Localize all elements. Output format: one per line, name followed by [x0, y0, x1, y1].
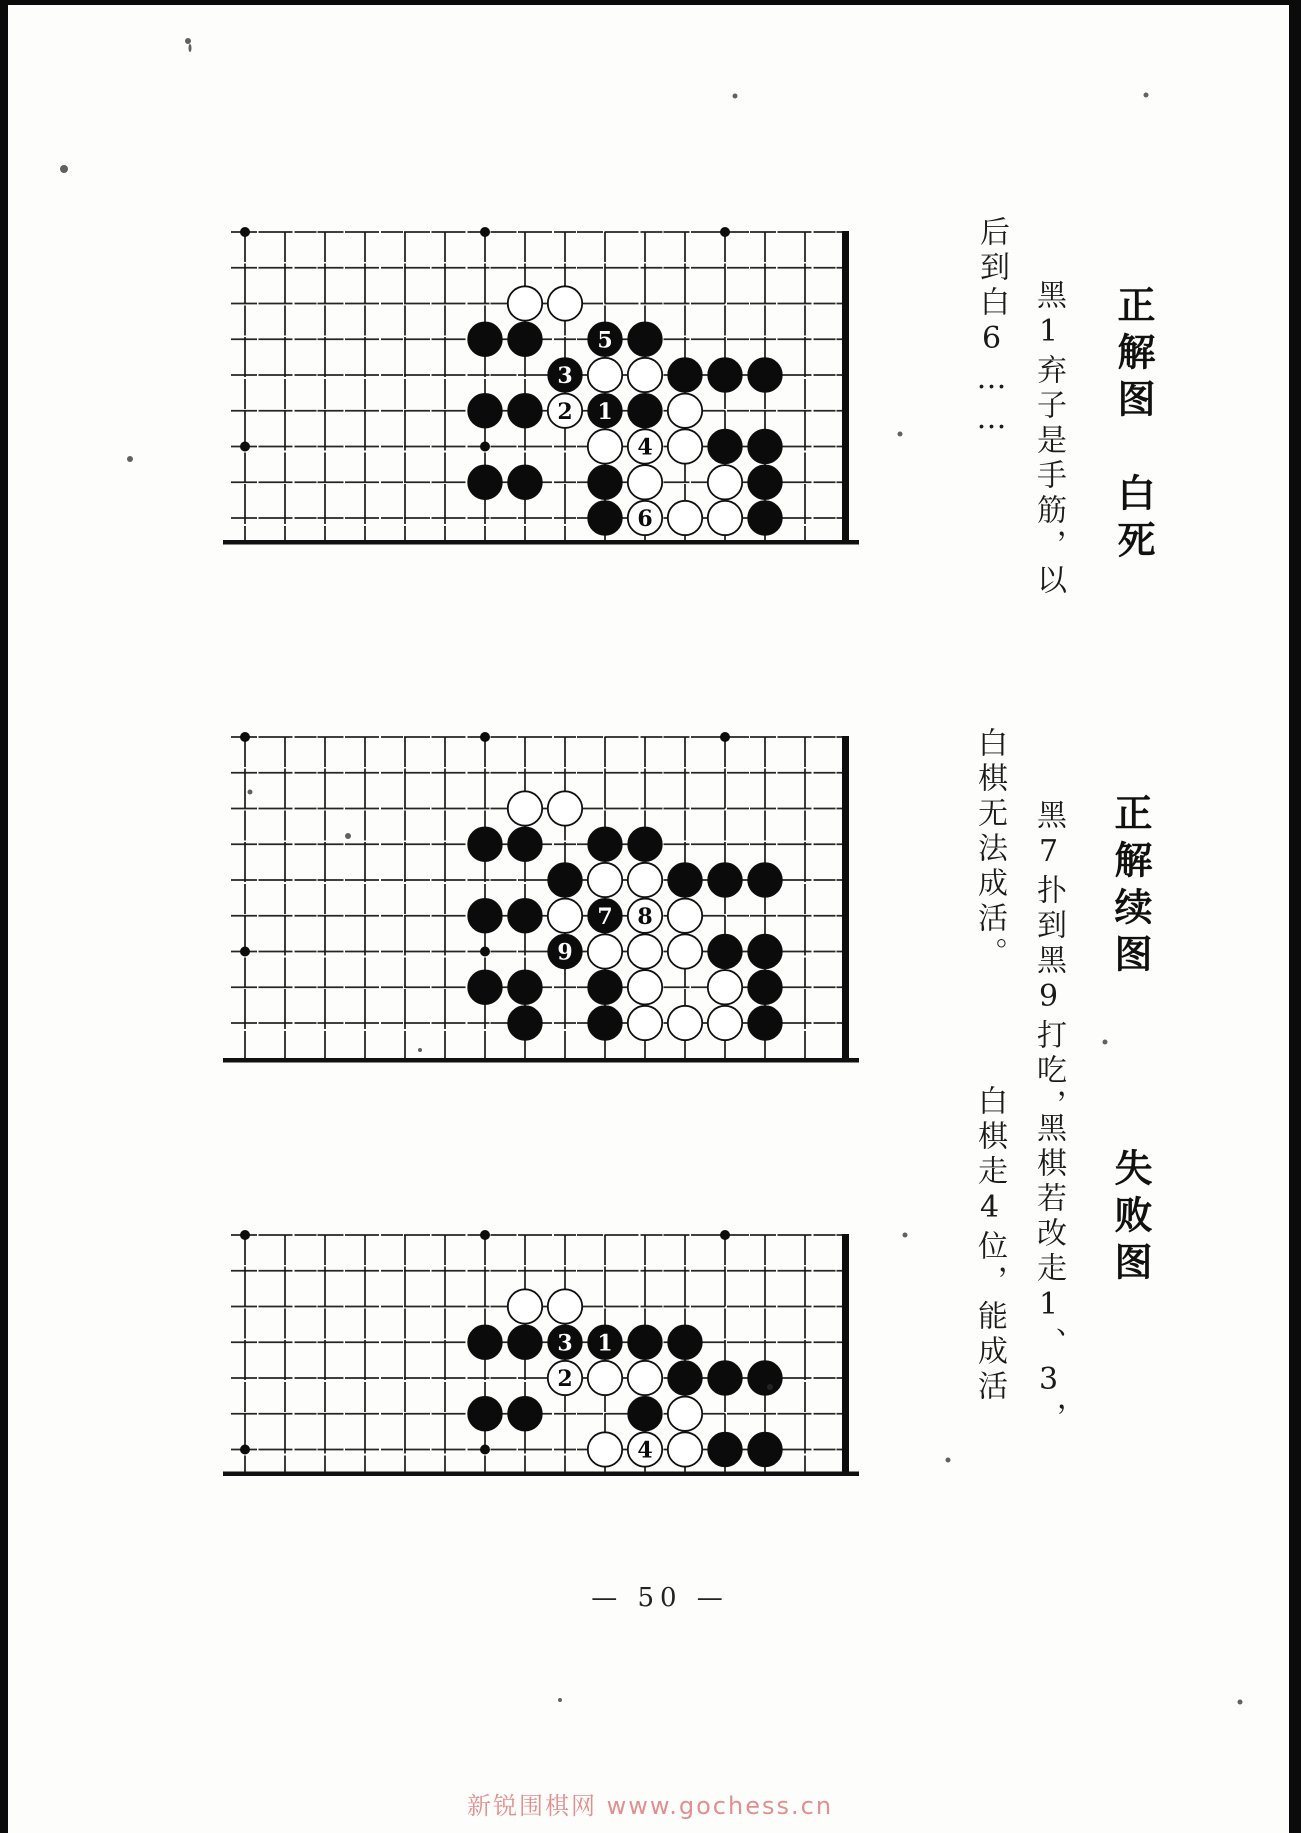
move-number: 2	[557, 398, 573, 425]
white-stone	[668, 899, 702, 933]
star-point	[240, 1445, 250, 1455]
black-stone	[748, 429, 782, 463]
star-point	[480, 947, 490, 957]
white-stone	[668, 1397, 702, 1431]
black-stone	[588, 827, 622, 861]
scan-border-left	[0, 0, 8, 1833]
white-stone	[628, 1361, 662, 1395]
white-stone	[668, 934, 702, 968]
white-stone	[708, 970, 742, 1004]
white-stone	[708, 465, 742, 499]
white-stone	[588, 358, 622, 392]
black-stone	[748, 465, 782, 499]
watermark: 新锐围棋网 www.gochess.cn	[466, 1792, 834, 1820]
black-stone	[588, 970, 622, 1004]
black-stone	[708, 1361, 742, 1395]
star-point	[240, 1230, 250, 1240]
black-stone	[468, 394, 502, 428]
black-stone	[668, 358, 702, 392]
white-stone	[508, 1289, 542, 1323]
white-stone	[588, 1361, 622, 1395]
black-stone	[628, 1397, 662, 1431]
board-bottom-edge	[223, 1058, 859, 1063]
board-right-edge	[842, 231, 849, 544]
black-stone	[748, 358, 782, 392]
black-stone	[468, 970, 502, 1004]
black-stone	[668, 863, 702, 897]
black-stone	[508, 970, 542, 1004]
black-stone	[628, 322, 662, 356]
white-stone	[588, 934, 622, 968]
star-point	[240, 442, 250, 452]
star-point	[480, 227, 490, 237]
black-stone	[468, 1397, 502, 1431]
black-stone	[708, 863, 742, 897]
black-stone	[588, 465, 622, 499]
white-stone	[548, 791, 582, 825]
star-point	[480, 1230, 490, 1240]
black-stone	[588, 501, 622, 535]
black-stone	[588, 1006, 622, 1040]
black-stone	[508, 394, 542, 428]
black-stone	[668, 1361, 702, 1395]
go-board-correct-answer-continuation	[215, 725, 870, 1066]
white-stone	[668, 1006, 702, 1040]
black-stone	[508, 1006, 542, 1040]
star-point	[240, 227, 250, 237]
black-stone	[468, 827, 502, 861]
board-bottom-edge	[223, 540, 859, 545]
white-stone	[548, 286, 582, 320]
black-stone	[748, 1006, 782, 1040]
diagram-caption-column: 后到白6……	[974, 216, 1009, 441]
diagram-caption-column: 黑7扑到黑9打吃，	[1031, 799, 1066, 1124]
white-stone	[708, 501, 742, 535]
black-stone	[628, 827, 662, 861]
white-stone	[628, 358, 662, 392]
move-number: 8	[637, 903, 653, 930]
move-number: 5	[597, 327, 613, 354]
scan-border-top	[0, 0, 1301, 5]
black-stone	[748, 1432, 782, 1466]
diagram-caption-column: 黑1弃子是手筋，以	[1031, 279, 1066, 599]
board-right-edge	[842, 1234, 849, 1476]
diagram-title: 正解图 白死	[1111, 285, 1156, 567]
move-number: 4	[637, 1437, 653, 1464]
white-stone	[588, 429, 622, 463]
white-stone	[548, 899, 582, 933]
star-point	[240, 947, 250, 957]
move-number: 7	[597, 903, 613, 930]
move-number: 2	[557, 1366, 573, 1392]
white-stone	[668, 501, 702, 535]
move-number: 3	[557, 1330, 573, 1357]
white-stone	[628, 863, 662, 897]
go-board-failure	[215, 1223, 870, 1480]
scan-border-right	[1289, 0, 1301, 1833]
black-stone	[748, 863, 782, 897]
white-stone	[628, 1006, 662, 1040]
diagram-caption-column: 黑棋若改走1、3，	[1031, 1112, 1066, 1437]
page-number: — 50 —	[591, 1583, 729, 1613]
diagram-title: 正解续图	[1108, 793, 1153, 981]
white-stone	[668, 429, 702, 463]
go-board-correct-answer	[215, 220, 870, 548]
black-stone	[748, 1361, 782, 1395]
black-stone	[468, 1325, 502, 1359]
white-stone	[548, 1289, 582, 1323]
move-number: 1	[597, 398, 613, 425]
black-stone	[708, 934, 742, 968]
black-stone	[628, 1325, 662, 1359]
black-stone	[508, 1325, 542, 1359]
white-stone	[628, 970, 662, 1004]
black-stone	[548, 863, 582, 897]
black-stone	[468, 322, 502, 356]
black-stone	[468, 899, 502, 933]
move-number: 1	[597, 1330, 613, 1357]
black-stone	[748, 934, 782, 968]
diagram-title: 失败图	[1108, 1148, 1153, 1289]
white-stone	[588, 863, 622, 897]
board-bottom-edge	[223, 1472, 859, 1477]
white-stone	[508, 286, 542, 320]
black-stone	[468, 465, 502, 499]
move-number: 4	[637, 434, 653, 461]
black-stone	[748, 970, 782, 1004]
star-point	[720, 227, 730, 237]
black-stone	[508, 1397, 542, 1431]
white-stone	[708, 1006, 742, 1040]
board-right-edge	[842, 736, 849, 1062]
move-number: 6	[637, 506, 653, 532]
black-stone	[668, 1325, 702, 1359]
black-stone	[508, 322, 542, 356]
star-point	[480, 732, 490, 742]
black-stone	[508, 465, 542, 499]
move-number: 3	[557, 363, 573, 389]
black-stone	[628, 394, 662, 428]
star-point	[480, 1445, 490, 1455]
white-stone	[588, 1432, 622, 1466]
star-point	[720, 732, 730, 742]
star-point	[480, 442, 490, 452]
black-stone	[508, 827, 542, 861]
star-point	[240, 732, 250, 742]
white-stone	[668, 1432, 702, 1466]
black-stone	[508, 899, 542, 933]
black-stone	[708, 358, 742, 392]
white-stone	[628, 934, 662, 968]
black-stone	[708, 1432, 742, 1466]
diagram-caption-column: 白棋走4位，能成活	[972, 1085, 1007, 1405]
star-point	[720, 1230, 730, 1240]
black-stone	[748, 501, 782, 535]
diagram-caption-column: 白棋无法成活。	[972, 727, 1007, 972]
white-stone	[668, 394, 702, 428]
black-stone	[708, 429, 742, 463]
white-stone	[628, 465, 662, 499]
move-number: 9	[557, 939, 573, 966]
white-stone	[508, 791, 542, 825]
